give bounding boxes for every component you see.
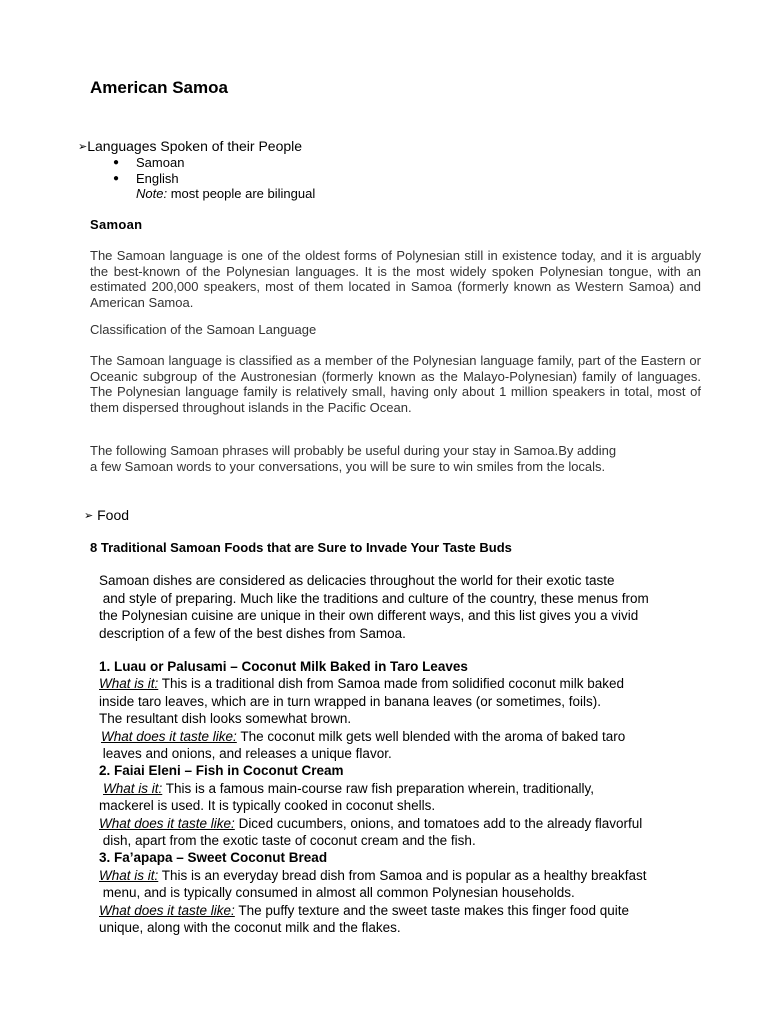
dish-2-what-line [99, 780, 719, 797]
dish-3-taste-line [99, 902, 719, 919]
classification-heading: Classification of the Samoan Language [90, 322, 317, 337]
bilingual-note [136, 186, 315, 202]
list-item [110, 155, 184, 171]
food-intro-line: description of a few of the best dishes from Samoa. [99, 625, 406, 641]
dish-1-what-text: This is a traditional dish from Samoa made from solidified coconut milk baked [158, 676, 624, 692]
language-item-label: English [136, 171, 179, 186]
note-label: Note: [136, 186, 168, 201]
samoan-paragraph-3-line-2: a few Samoan words to your conversations, you will be sure to win smiles from the locals. [90, 458, 606, 474]
food-intro-line: the Polynesian cuisine are unique in their own different ways, and this list gives you a vivid [99, 608, 639, 623]
dish-3-what-line-2: menu, and is typically consumed in almost all common Polynesian households. [99, 885, 575, 901]
dish-3-what-line [99, 867, 719, 884]
bullet-icon: ● [113, 173, 120, 184]
arrow-bullet-icon: ➢ [78, 141, 88, 153]
what-label: What is it: [99, 867, 159, 883]
food-heading-text: Food [97, 507, 130, 523]
languages-list [110, 155, 184, 187]
languages-heading [78, 138, 302, 154]
food-list-title: 8 Traditional Samoan Foods that are Sure to Invade Your Taste Buds [90, 540, 512, 555]
dish-1-what-line [99, 675, 719, 692]
dish-1-what-line-3: The resultant dish looks somewhat brown. [99, 711, 352, 727]
dish-3-taste-text: The puffy texture and the sweet taste makes this finger food quite [234, 902, 630, 918]
dish-1-title: 1. Luau or Palusami – Coconut Milk Baked in Taro Leaves [99, 659, 468, 674]
dish-1-taste-line-2: leaves and onions, and releases a unique flavor. [99, 746, 392, 762]
what-label: What is it: [99, 676, 159, 692]
bullet-icon: ● [113, 157, 120, 168]
dish-2-taste-text: Diced cucumbers, onions, and tomatoes add to the already flavorful [234, 815, 643, 831]
dish-2-taste-line-2: dish, apart from the exotic taste of coconut cream and the fish. [99, 833, 476, 849]
samoan-paragraph-3-line-1: The following Samoan phrases will probably be useful during your stay in Samoa.By adding [90, 443, 617, 458]
taste-label: What does it taste like: [101, 728, 237, 744]
samoan-paragraph-1: The Samoan language is one of the oldest forms of Polynesian still in existence today, and it is arguably the best-known of the Polynesian languages. It is the most widely spoken Polynesian tongue, with an estimated 200,000 speakers, most of them located in Samoa (formerly known as Western Samoa) and American Samoa. [90, 248, 701, 310]
dish-2-what-text: This is a famous main-course raw fish preparation wherein, traditionally, [162, 780, 594, 796]
taste-label: What does it taste like: [99, 815, 235, 831]
food-intro-line: Samoan dishes are considered as delicacies throughout the world for their exotic taste [99, 573, 615, 588]
samoan-heading: Samoan [90, 217, 143, 232]
taste-label: What does it taste like: [99, 902, 235, 918]
languages-heading-text: Languages Spoken of their People [87, 138, 303, 154]
dish-3-what-text: This is an everyday bread dish from Samoa and is popular as a healthy breakfast [158, 867, 647, 883]
dish-1-what-line-2: inside taro leaves, which are in turn wrapped in banana leaves (or sometimes, foils). [99, 693, 601, 709]
dish-1-taste-line [99, 728, 719, 745]
list-item [110, 171, 184, 187]
dish-2-taste-line [99, 815, 719, 832]
dish-list [99, 658, 719, 937]
food-heading [84, 507, 129, 523]
food-intro [99, 572, 719, 642]
food-intro-line: and style of preparing. Much like the traditions and culture of the country, these menus from [99, 590, 649, 606]
arrow-bullet-icon: ➢ [84, 510, 94, 522]
dish-2-title: 2. Faiai Eleni – Fish in Coconut Cream [99, 763, 344, 779]
dish-3-title: 3. Fa’apapa – Sweet Coconut Bread [99, 850, 328, 866]
language-item-label: Samoan [136, 155, 185, 170]
what-label: What is it: [103, 780, 163, 796]
note-text: most people are bilingual [167, 186, 316, 201]
dish-3-taste-line-2: unique, along with the coconut milk and the flakes. [99, 920, 401, 936]
dish-1-taste-text: The coconut milk gets well blended with the aroma of baked taro [236, 728, 626, 744]
dish-2-what-line-2: mackerel is used. It is typically cooked in coconut shells. [99, 798, 436, 814]
samoan-paragraph-2: The Samoan language is classified as a member of the Polynesian language family, part of the Eastern or Oceanic subgroup of the Austronesian (formerly known as the Malayo-Polynesian) family of languages. The Polynesian language family is relatively small, having only about 1 million speakers in total, most of them dispersed throughout islands in the Pacific Ocean. [90, 353, 701, 415]
page-title: American Samoa [90, 78, 228, 97]
